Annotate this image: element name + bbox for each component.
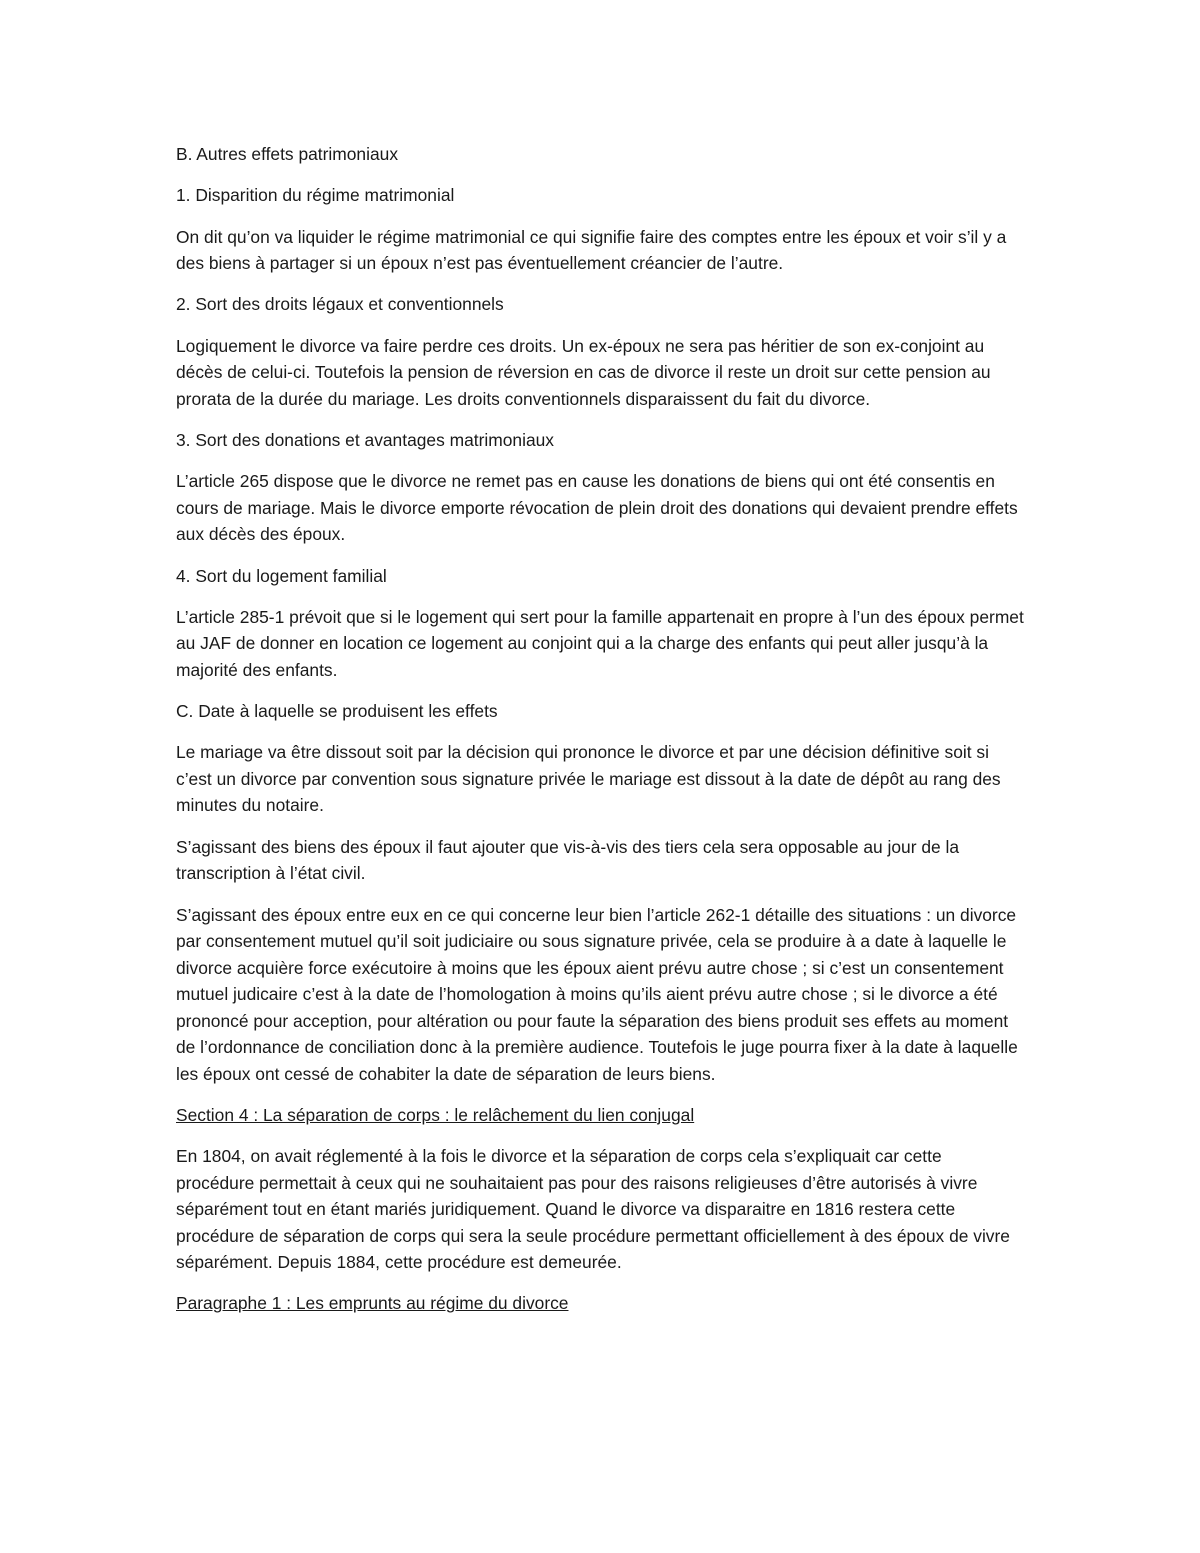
document-page xyxy=(176,141,1024,1332)
heading-droits-legaux: 2. Sort des droits légaux et conventionnels xyxy=(176,294,504,315)
heading-paragraphe-1: Paragraphe 1 : Les emprunts au régime du divorce xyxy=(176,1293,569,1314)
heading-disparition-regime: 1. Disparition du régime matrimonial xyxy=(176,185,455,206)
heading-logement-familial: 4. Sort du logement familial xyxy=(176,565,387,586)
paragraph-section-4: En 1804, on avait réglementé à la fois le divorce et la séparation de corps cela s’expliquait car cette procédure permettait à ceux qui ne souhaitaient pas pour des raisons religieuses d’être autorisés à vivre séparément tout en étant mariés juridiquement. Quand le divorce va disparaitre en 1816 restera cette procédure de séparation de corps qui sera la seule procédure permettant officiellement à des époux de vivre séparément. Depuis 1884, cette procédure est demeurée. xyxy=(176,1146,1010,1273)
heading-date-effets: C. Date à laquelle se produisent les effets xyxy=(176,701,498,722)
heading-autres-effets: B. Autres effets patrimoniaux xyxy=(176,144,399,164)
paragraph-droits-legaux: Logiquement le divorce va faire perdre ces droits. Un ex-époux ne sera pas héritier de son ex-conjoint au décès de celui-ci. Toutefois la pension de réversion en cas de divorce il reste un droit sur cette pension au prorata de la durée du mariage. Les droits conventionnels disparaissent du fait du divorce. xyxy=(176,335,991,409)
paragraph-date-effets-3: S’agissant des époux entre eux en ce qui concerne leur bien l’article 262-1 détaille des situations : un divorce par consentement mutuel qu’il soit judiciaire ou sous signature privée, cela se produire à a date à laquelle le divorce acquière force exécutoire à moins que les époux aient prévu autre chose ; si c’est un consentement mutuel judicaire c’est à la date de l’homologation à moins qu’ils aient prévu autre chose ; si le divorce a été prononcé pour acception, pour altération ou pour faute la séparation des biens produit ses effets au moment de l’ordonnance de conciliation donc à la première audience. Toutefois le juge pourra fixer à la date à laquelle les époux ont cessé de cohabiter la date de séparation de leurs biens. xyxy=(176,904,1018,1084)
paragraph-date-effets-1: Le mariage va être dissout soit par la décision qui prononce le divorce et par une décision définitive soit si c’est un divorce par convention sous signature privée le mariage est dissout à la date de dépôt au rang des minutes du notaire. xyxy=(176,742,1001,816)
paragraph-logement-familial: L’article 285-1 prévoit que si le logement qui sert pour la famille appartenait en propre à l’un des époux permet au JAF de donner en location ce logement au conjoint qui a la charge des enfants qui peut aller jusqu’à la majorité des enfants. xyxy=(176,606,1024,680)
heading-section-4: Section 4 : La séparation de corps : le relâchement du lien conjugal xyxy=(176,1104,695,1125)
paragraph-disparition-regime: On dit qu’on va liquider le régime matrimonial ce qui signifie faire des comptes entre les époux et voir s’il y a des biens à partager si un époux n’est pas éventuellement créancier de l’autre. xyxy=(176,226,1007,274)
paragraph-date-effets-2: S’agissant des biens des époux il faut ajouter que vis-à-vis des tiers cela sera opposable au jour de la transcription à l’état civil. xyxy=(176,836,960,884)
paragraph-donations: L’article 265 dispose que le divorce ne remet pas en cause les donations de biens qui ont été consentis en cours de mariage. Mais le divorce emporte révocation de plein droit des donations qui devaient prendre effets aux décès des époux. xyxy=(176,471,1018,545)
heading-donations: 3. Sort des donations et avantages matrimoniaux xyxy=(176,429,554,450)
